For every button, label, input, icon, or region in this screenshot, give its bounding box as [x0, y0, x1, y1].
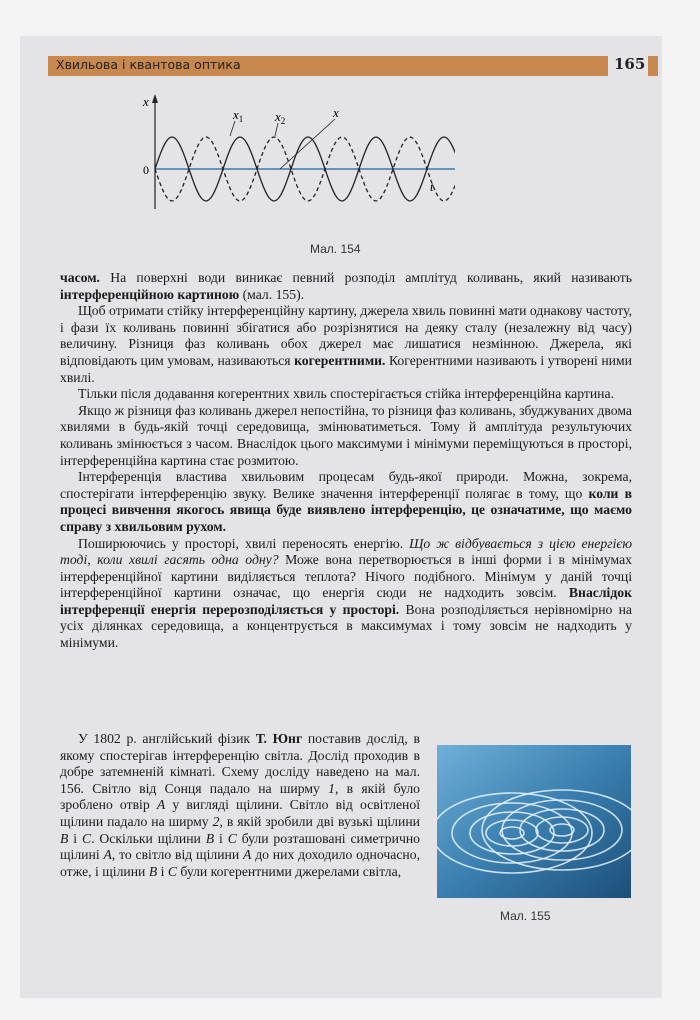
sum-label: x [333, 105, 339, 120]
header-title: Хвильова і квантова оптика [56, 57, 241, 72]
paragraph-4: Якщо ж різниця фаз коливань джерел непостійна, то різниця фаз коливань, збуджуваних двома хвилями в будь-якій точці середовища, змінюватиметься. Тому й амплітуда результуючих коливань змінюється з часом. Внаслідок цього максимуми і мінімуми переміщуються в просторі, інтерференційна картина стає розмитою. [60, 402, 632, 468]
x1-label-pointer [230, 121, 235, 136]
page-number: 165 [614, 55, 646, 73]
x1-label: $x_1$ [233, 107, 244, 124]
header-bar-tail [648, 56, 658, 76]
water-background [437, 745, 631, 898]
figure-155-interference-photo [437, 745, 631, 898]
x-axis-arrow [152, 94, 158, 103]
paragraph-1: часом. На поверхні води виникає певний розподіл амплітуд коливань, який називають інтерференційною картиною (мал. 155). [60, 270, 632, 302]
paragraph-6: Поширюючись у просторі, хвилі переносять енергію. Що ж відбувається з цією енергією тоді, коли хвилі гасять одна одну? Може вона перетворюється в інші форми і в мінімумах інтерференційної картини виділяється теплота? Нічого подібного. Мінімум у даній точці інтерференційної картини означає, що енергія сюди не надходить зовсім. Внаслідок інтерференції енергія перерозподіляється у просторі. Вона розподіляється нерівномірно на усіх ділянках середовища, а концентрується в максимумах і тому зовсім не надходить у мінімуми. [60, 535, 632, 651]
book-page [20, 36, 662, 998]
figure-154-caption: Мал. 154 [310, 242, 361, 256]
paragraph-7: У 1802 р. англійський фізик Т. Юнг поставив дослід, в якому спостерігав інтерференцію світла. Дослід проходив в добре затемненій кімнаті. Схему досліду наведено на мал. 156. Світло від Сонця падало на ширму 1, в якій було зроблено отвір А у вигляді щілини. Світло від освітленої щілини падало на ширму 2, в якій зробили дві вузькі щілини В і С. Оскільки щілини В і С були розташовані симетрично щілині А, то світло від щілини А до них доходило одночасно, отже, і щілини В і С були когерентними джерелами світла, [60, 731, 421, 879]
x2-label: $x_2$ [275, 109, 286, 126]
x2-label-pointer [275, 123, 278, 136]
figure-154-wave-graph [135, 91, 455, 241]
sum-label-pointer [280, 119, 335, 169]
main-text [60, 270, 632, 652]
paragraph-3: Тільки після додавання когерентних хвиль спостерігається стійка інтерференційна картина. [78, 386, 615, 402]
paragraph-5: Інтерференція властива хвильовим процесам будь-якої природи. Можна, зокрема, спостерігати інтерференцію звуку. Велике значення інтерференції полягає в тому, що коли в процесі вивчення якогось явища буде виявлено інтерференцію, це означатиме, що маємо справу з хвильовим рухом. [60, 469, 633, 534]
paragraph-2: Щоб отримати стійку інтерференційну картину, джерела хвиль повинні мати однакову частоту, і фази їх коливань повинні збігатися або розрізнятися на деяку сталу (незалежну від часу) величину. Різниця фаз коливань обох джерел має лишатися незмінною. Джерела, які відповідають цим умовам, називаються когерентними. Когерентними називають і утворені ними хвилі. [60, 303, 632, 385]
origin-label: 0 [143, 163, 149, 177]
axis-t-label: t [430, 179, 434, 194]
young-experiment-text [60, 731, 420, 880]
axis-x-label: x [143, 94, 149, 109]
figure-155-caption: Мал. 155 [500, 909, 551, 923]
